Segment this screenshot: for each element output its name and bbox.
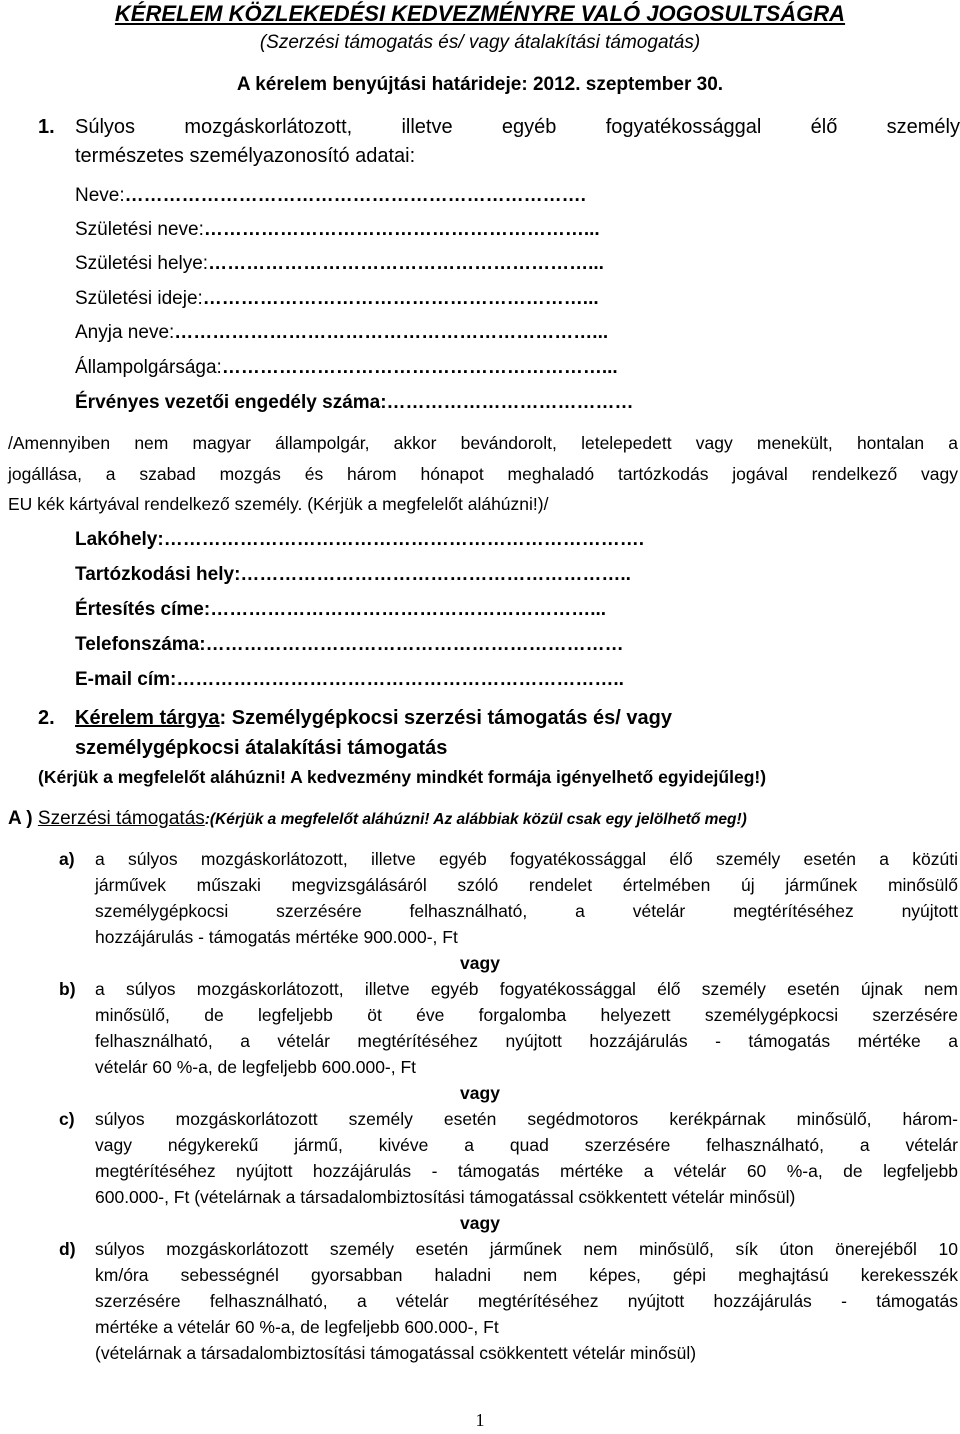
section-2-subject: [75, 704, 672, 733]
field-label: Értesítés címe:: [75, 599, 211, 620]
option-d-text[interactable]: km/óra sebességnél gyorsabban haladni nem képes, gépi meghajtású kerekesszék: [95, 1265, 958, 1285]
document-subtitle: (Szerzési támogatás és/ vagy átalakítási támogatás): [259, 32, 701, 53]
option-b-text[interactable]: vételár 60 %-a, de legfeljebb 600.000-, Ft: [95, 1057, 417, 1077]
option-b-label: b): [59, 979, 76, 999]
field-stay-address[interactable]: [75, 562, 631, 588]
option-b-text[interactable]: minősülő, de legfeljebb öt éve forgalomba helyezett személygépkocsi szerzésére: [95, 1005, 958, 1025]
option-d-text[interactable]: szerzésére felhasználható, a vételár megtérítéséhez nyújtott hozzájárulás - támogatás: [95, 1291, 958, 1311]
document-title: KÉRELEM KÖZLEKEDÉSI KEDVEZMÉNYRE VALÓ JOGOSULTSÁGRA: [114, 1, 846, 26]
field-label: Tartózkodási hely:: [75, 564, 241, 585]
option-d-text[interactable]: (vételárnak a társadalombiztosítási támogatással csökkentett vételár minősül): [95, 1343, 697, 1363]
field-label: Anyja neve:: [75, 322, 175, 343]
part-a-instruction: :(Kérjük a megfelelőt aláhúzni! Az alábbiak közül csak egy jelölhető meg!): [204, 811, 747, 828]
option-c-text[interactable]: megtérítéséhez nyújtott hozzájárulás - támogatás mértéke a vételár 60 %-a, de legfeljebb: [95, 1161, 958, 1181]
field-label: Születési ideje:: [75, 288, 203, 309]
fill-dots: ……………………………………………………...: [208, 253, 604, 274]
fill-dots: ……………………………………………………………..: [176, 669, 624, 690]
field-label: Születési neve:: [75, 219, 204, 240]
citizenship-note-line: jogállása, a szabad mozgás és három hónapot meghaladó tartózkodás jogával rendelkező vagy: [8, 464, 958, 484]
fill-dots: ………………………………………………………………….: [163, 529, 644, 550]
or-separator: vagy: [460, 1213, 500, 1233]
field-label: Telefonszáma:: [75, 634, 206, 655]
field-birth-place[interactable]: [75, 251, 604, 277]
option-c-text[interactable]: 600.000-, Ft (vételárnak a társadalombiztosítási támogatással csökkentett vételár minősül): [95, 1187, 796, 1207]
field-notification-address[interactable]: [75, 597, 606, 623]
option-c-label: c): [59, 1109, 75, 1129]
citizenship-note-line: /Amennyiben nem magyar állampolgár, akkor bevándorolt, letelepedett vagy menekült, hontalan a: [8, 433, 958, 453]
fill-dots: …………………………………………………………: [205, 634, 624, 655]
fill-dots: ……………………………………………………...: [221, 357, 618, 378]
fill-dots: ……………………………………………………..: [240, 564, 631, 585]
section-2-number: 2.: [38, 707, 55, 729]
field-birth-name[interactable]: [75, 217, 600, 243]
field-name[interactable]: [75, 183, 586, 209]
subject-text: : Személygépkocsi szerzési támogatás és/ vagy: [219, 707, 672, 729]
option-d-text[interactable]: súlyos mozgáskorlátozott személy esetén járműnek nem minősülő, sík úton önerejéből 10: [95, 1239, 958, 1259]
option-a-label: a): [59, 849, 75, 869]
field-citizenship[interactable]: [75, 355, 618, 381]
option-c-text[interactable]: vagy négykerekű jármű, kivéve a quad szerzésére felhasználható, a vételár: [95, 1135, 958, 1155]
option-c-text[interactable]: súlyos mozgáskorlátozott személy esetén segédmotoros kerékpárnak minősülő, három-: [95, 1109, 958, 1129]
fill-dots: …………………………………………………………...: [174, 322, 609, 343]
field-mother-name[interactable]: [75, 320, 608, 346]
field-residence[interactable]: [75, 527, 644, 553]
field-label: Állampolgársága:: [75, 357, 222, 378]
field-email[interactable]: [75, 667, 624, 693]
part-a-heading: [8, 806, 747, 833]
option-d-text[interactable]: mértéke a vételár 60 %-a, de legfeljebb 600.000-, Ft: [95, 1317, 499, 1337]
citizenship-note-line: EU kék kártyával rendelkező személy. (Kérjük a megfelelőt aláhúzni!)/: [8, 494, 549, 514]
fill-dots: ……………………………………………………...: [210, 599, 607, 620]
part-a-label: A ): [8, 808, 38, 829]
fill-dots: ……………………………………………………...: [203, 219, 600, 240]
option-b-text[interactable]: felhasználható, a vételár megtérítéséhez nyújtott hozzájárulás - támogatás mértéke a: [95, 1031, 958, 1051]
fill-dots: ……………………………………………………...: [202, 288, 599, 309]
subject-label: Kérelem tárgya: [75, 707, 220, 729]
section-2-subject-line2: személygépkocsi átalakítási támogatás: [75, 737, 448, 759]
section-1-number: 1.: [38, 116, 55, 138]
or-separator: vagy: [460, 953, 500, 973]
section-2-note: (Kérjük a megfelelőt aláhúzni! A kedvezmény mindkét formája igényelhető egyidejűleg!): [38, 767, 767, 787]
part-a-title: Szerzési támogatás: [37, 808, 205, 829]
option-a-text[interactable]: személygépkocsi szerzésére felhasználható, a vételár megtérítéséhez nyújtott: [95, 901, 958, 921]
field-label: Lakóhely:: [75, 529, 164, 550]
section-1-heading-line1: Súlyos mozgáskorlátozott, illetve egyéb fogyatékossággal élő személy: [75, 116, 960, 138]
field-label: Neve:: [75, 185, 125, 206]
option-b-text[interactable]: a súlyos mozgáskorlátozott, illetve egyéb fogyatékossággal élő személy esetén újnak nem: [95, 979, 958, 999]
field-label: E-mail cím:: [75, 669, 177, 690]
option-d-label: d): [59, 1239, 76, 1259]
option-a-text[interactable]: hozzájárulás - támogatás mértéke 900.000-, Ft: [95, 927, 458, 947]
page-number: 1: [475, 1410, 485, 1430]
submission-deadline: A kérelem benyújtási határideje: 2012. szeptember 30.: [236, 74, 724, 95]
section-1-heading-line2: természetes személyazonosító adatai:: [75, 145, 416, 167]
option-a-text[interactable]: járművek műszaki megvizsgálásáról szóló rendelet értelmében új járműnek minősülő: [95, 875, 958, 895]
field-driving-license[interactable]: [75, 390, 634, 416]
fill-dots: …………………………………: [386, 392, 634, 413]
field-birth-date[interactable]: [75, 286, 599, 312]
field-label: Érvényes vezetői engedély száma:: [75, 392, 387, 413]
field-phone[interactable]: [75, 632, 624, 658]
field-label: Születési helye:: [75, 253, 209, 274]
fill-dots: ……………………………………………………………….: [124, 185, 586, 206]
or-separator: vagy: [460, 1083, 500, 1103]
option-a-text[interactable]: a súlyos mozgáskorlátozott, illetve egyéb fogyatékossággal élő személy esetén a közúti: [95, 849, 958, 869]
